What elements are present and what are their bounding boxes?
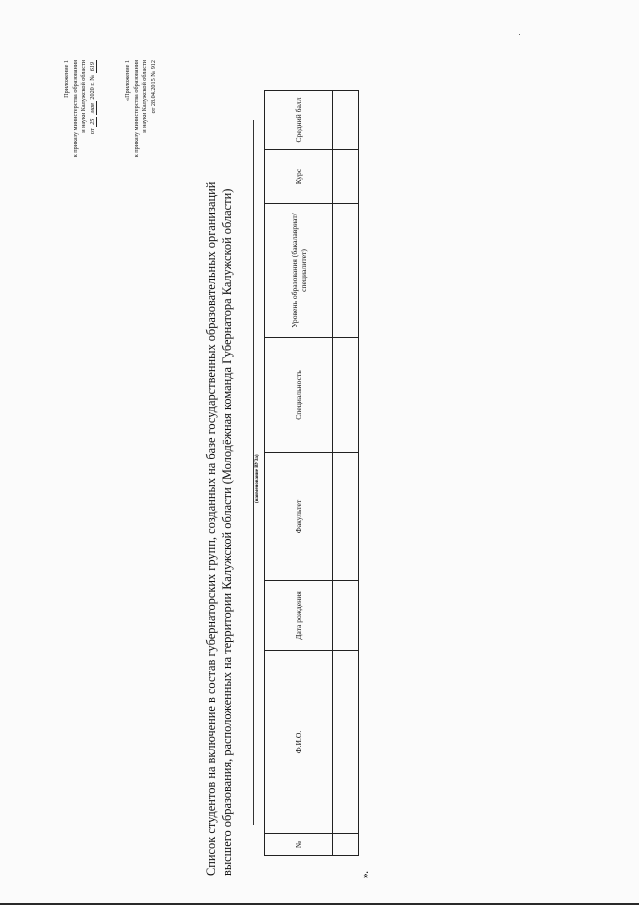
- table-cell: [333, 204, 359, 338]
- annotation-line: и науки Калужской области: [141, 60, 149, 133]
- header-specialty: Специальность: [265, 338, 333, 453]
- table-cell: [333, 91, 359, 150]
- university-caption: (наименование ВУЗа): [255, 454, 260, 503]
- annotation-new-order: [63, 60, 97, 250]
- table-cell: [333, 338, 359, 453]
- annotation-line: и науки Калужской области: [80, 60, 88, 133]
- annotation-line: к приказу министерства образования: [132, 60, 140, 158]
- date-year: 2020 г. №: [88, 74, 96, 100]
- table-cell: [333, 581, 359, 651]
- header-full-name: Ф.И.О.: [265, 651, 333, 834]
- table-cell: [333, 834, 359, 856]
- annotation-line: от 28.04.2015 № 912: [149, 60, 157, 114]
- title-line-1: Список студентов на включение в состав губернаторских групп, созданных на базе государственных образовательных организаций: [204, 181, 218, 876]
- document-title: [203, 182, 235, 876]
- header-faculty: Факультет: [265, 453, 333, 581]
- closing-quote: ».: [360, 871, 370, 878]
- annotation-line: Приложение 1: [63, 60, 70, 98]
- header-year: Курс: [265, 150, 333, 204]
- table-cell: [333, 150, 359, 204]
- students-table: [264, 90, 359, 856]
- table-row: [333, 91, 359, 856]
- date-day: 25: [88, 118, 96, 125]
- date-prefix: от: [88, 128, 96, 135]
- header-education-level: Уровень образования (бакалавриат/специалитет): [265, 204, 333, 338]
- table-cell: [333, 651, 359, 834]
- title-line-2: высшего образования, расположенных на территории Калужской области (Молодёжная команда Губернатора Калужской области): [220, 188, 234, 876]
- annotation-date-line: [89, 60, 98, 250]
- university-name-line: [253, 120, 254, 825]
- table-cell: [333, 453, 359, 581]
- date-month: мая: [88, 103, 96, 114]
- table-header-row: [265, 91, 333, 856]
- header-number: №: [265, 834, 333, 856]
- annotation-old-order: [124, 60, 158, 250]
- annotation-line: к приказу министерства образования: [71, 60, 79, 158]
- header-birth-date: Дата рождения: [265, 581, 333, 651]
- annotation-line: «Приложение 1: [124, 60, 131, 101]
- header-average-grade: Средний балл: [265, 91, 333, 150]
- scan-speck: [519, 34, 520, 35]
- order-number: 619: [88, 62, 96, 72]
